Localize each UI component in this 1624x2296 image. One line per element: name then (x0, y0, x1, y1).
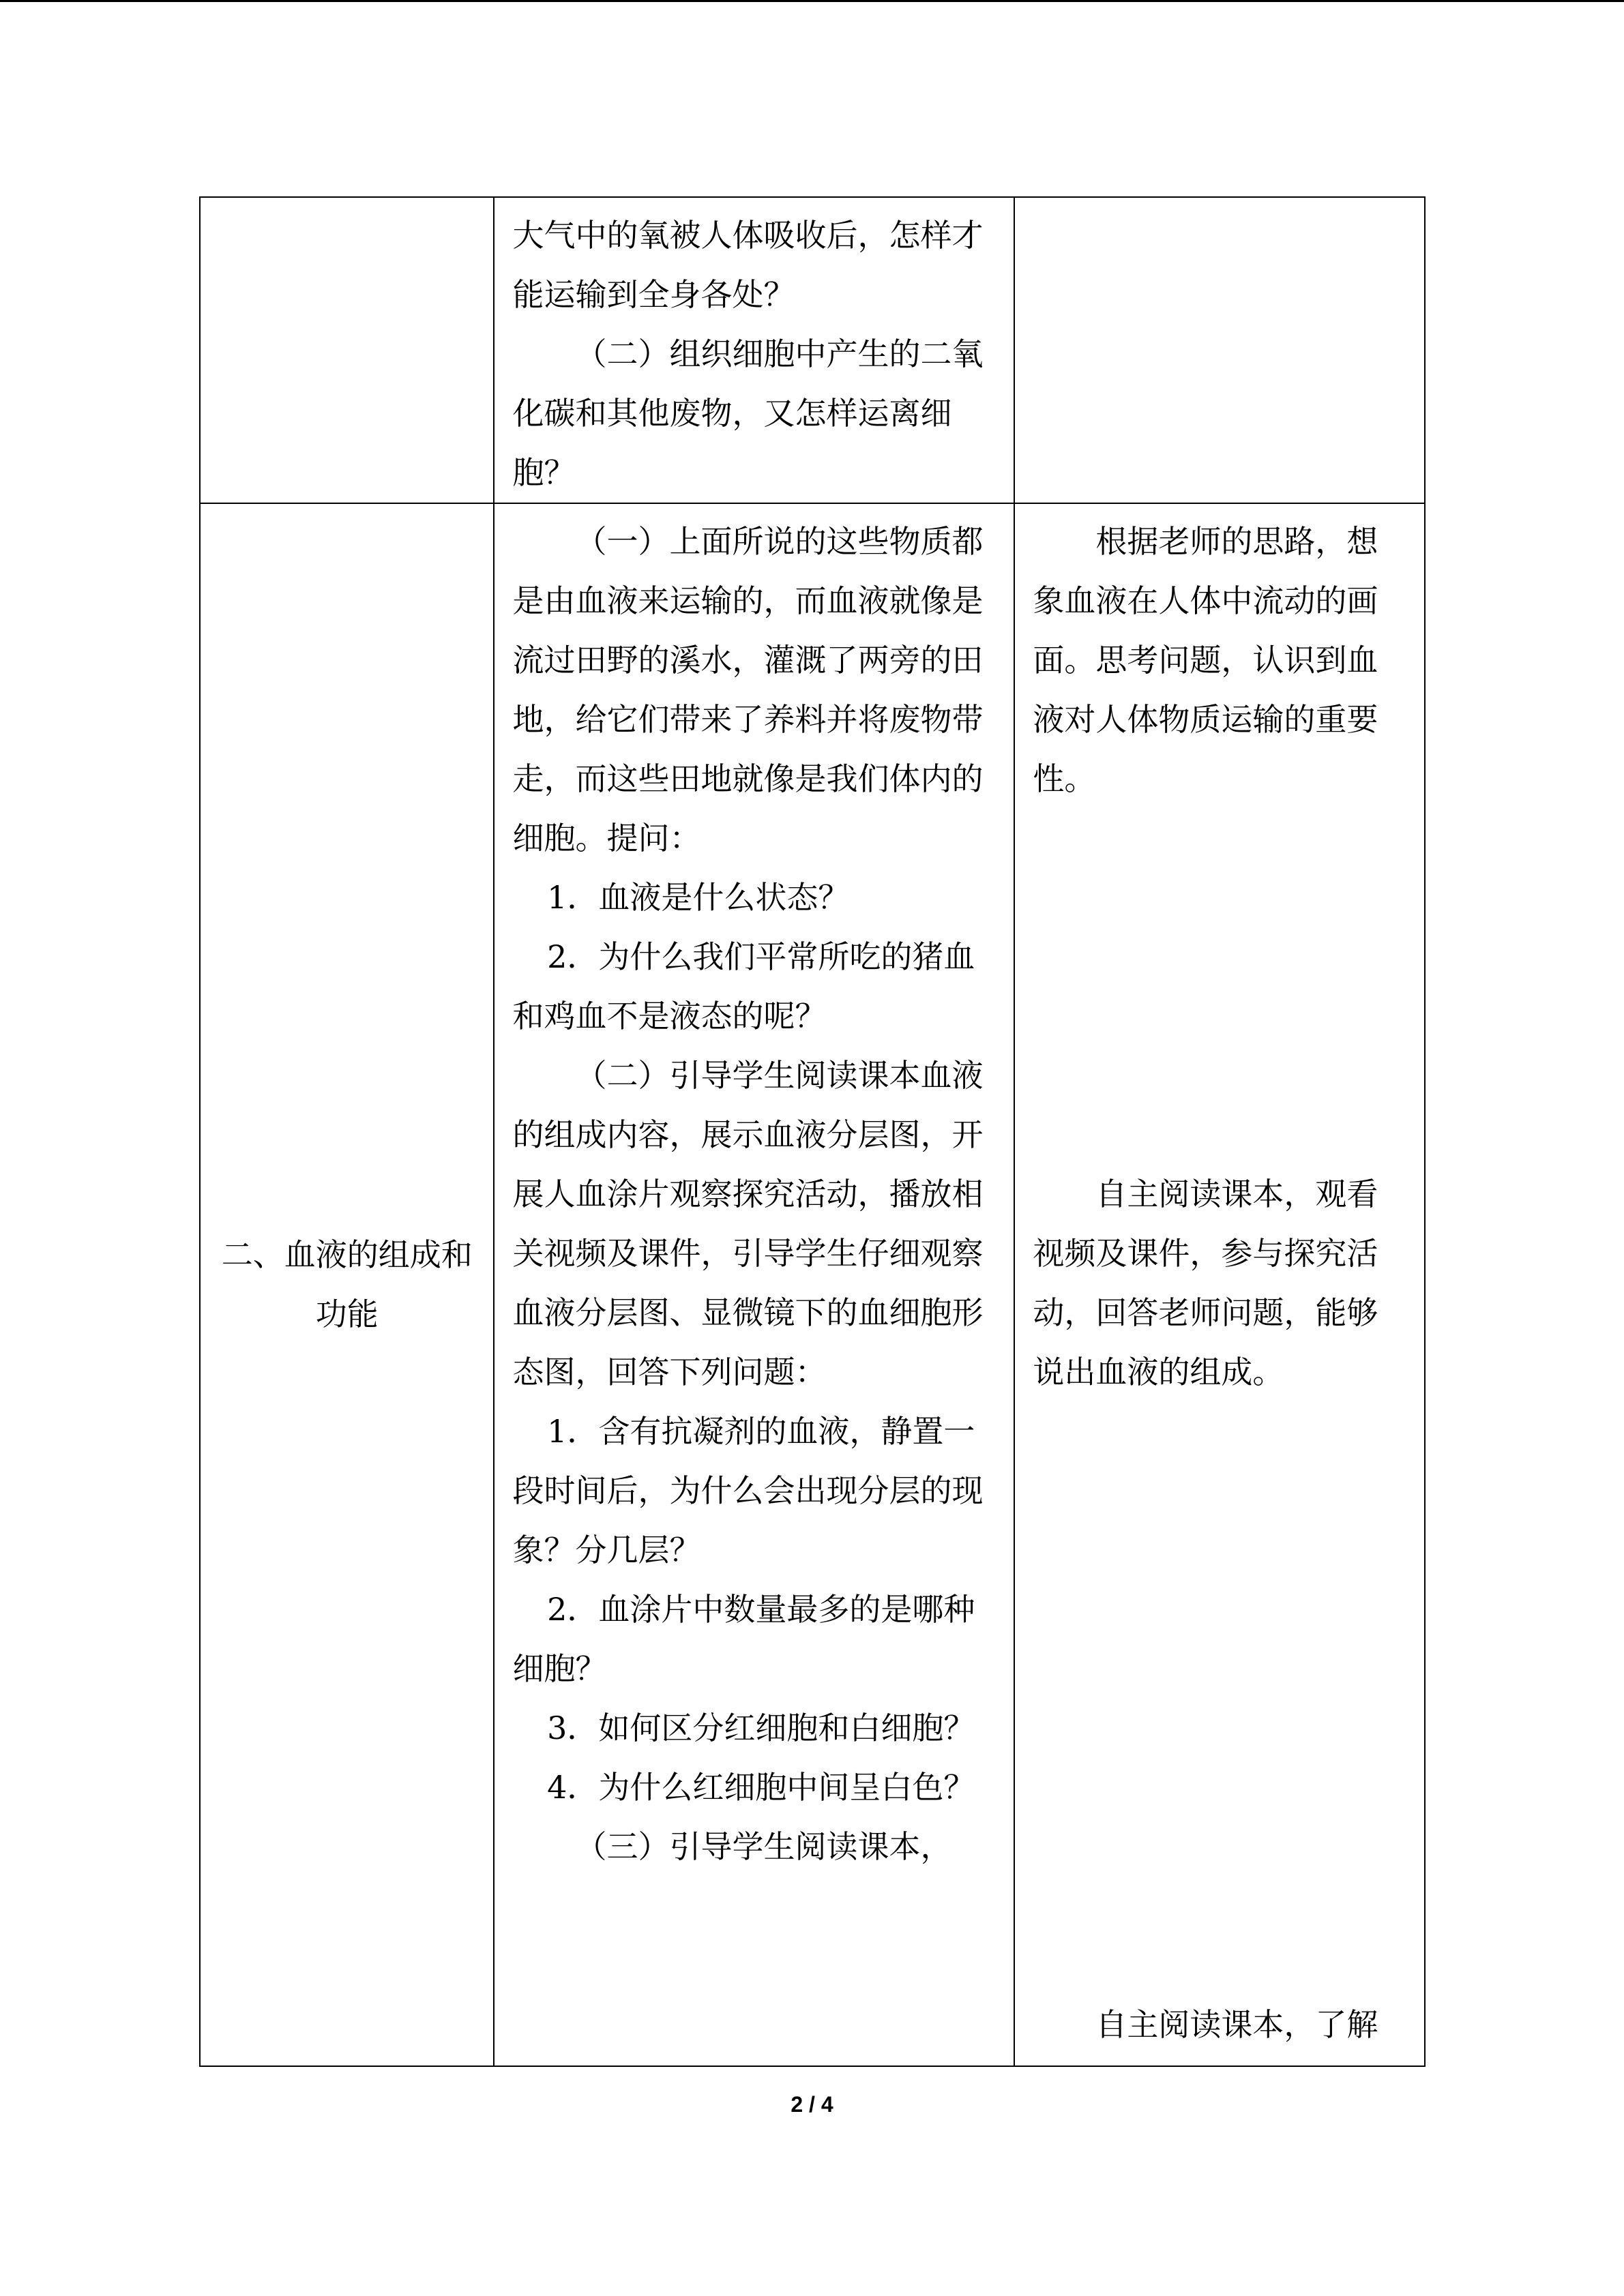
lesson-plan-table (199, 196, 1426, 2067)
stage-cell (200, 197, 494, 503)
spacer (1033, 1046, 1397, 1105)
teacher-activity-cell (494, 197, 1014, 503)
page-number: 2 / 4 (791, 2092, 833, 2117)
stage-label: 二、血液的组成和功能 (221, 1236, 473, 1332)
spacer (1033, 1521, 1397, 1580)
teacher-question: 4．为什么红细胞中间呈白色？ (547, 1769, 975, 1806)
table-row (200, 197, 1425, 503)
spacer (1033, 987, 1397, 1046)
teacher-question: 1．血液是什么状态？ (547, 879, 850, 916)
spacer (1033, 1699, 1397, 1758)
spacer (1033, 1877, 1397, 1936)
spacer (1033, 868, 1397, 927)
spacer (1033, 927, 1397, 987)
student-paragraph: 自主阅读课本，观看视频及课件，参与探究活动，回答老师问题，能够说出血液的组成。 (1033, 1176, 1378, 1390)
teacher-paragraph: （二）引导学生阅读课本血液的组成内容，展示血液分层图，开展人血涂片观察探究活动，播放相关视频及课件，引导学生仔细观察血液分层图、显微镜下的血细胞形态图，回答下列问题： (512, 1057, 984, 1390)
teacher-activity-cell (494, 503, 1014, 2066)
spacer (1033, 1105, 1397, 1165)
spacer (1033, 1817, 1397, 1877)
stage-cell (200, 503, 494, 2066)
spacer (1033, 1402, 1397, 1461)
student-paragraph: 根据老师的思路，想象血液在人体中流动的画面。思考问题，认识到血液对人体物质运输的重要性。 (1033, 523, 1378, 797)
spacer (1033, 1936, 1397, 1995)
student-activity-cell (1014, 503, 1425, 2066)
spacer (1033, 809, 1397, 868)
spacer (1033, 1461, 1397, 1521)
spacer (1033, 1758, 1397, 1817)
teacher-question: 2．血涂片中数量最多的是哪种细胞？ (512, 1591, 975, 1687)
teacher-paragraph: 大气中的氧被人体吸收后，怎样才能运输到全身各处？ (512, 217, 984, 313)
page-top-border (0, 0, 1624, 2)
teacher-paragraph: （二）组织细胞中产生的二氧化碳和其他废物，又怎样运离细胞？ (512, 336, 984, 491)
student-activity-cell (1014, 197, 1425, 503)
spacer (1033, 1639, 1397, 1699)
teacher-question: 1．含有抗凝剂的血液，静置一段时间后，为什么会出现分层的现象？分几层？ (512, 1413, 984, 1568)
teacher-question: 3．如何区分红细胞和白细胞？ (547, 1710, 975, 1746)
teacher-paragraph: （三）引导学生阅读课本， (575, 1828, 952, 1865)
student-paragraph: 自主阅读课本，了解 (1095, 2006, 1378, 2043)
teacher-paragraph: （一）上面所说的这些物质都是由血液来运输的，而血液就像是流过田野的溪水，灌溉了两旁的田地，给它们带来了养料并将废物带走，而这些田地就像是我们体内的细胞。提问： (512, 523, 984, 856)
teacher-question: 2．为什么我们平常所吃的猪血和鸡血不是液态的呢？ (512, 938, 975, 1034)
table-row (200, 503, 1425, 2066)
spacer (1033, 1580, 1397, 1639)
